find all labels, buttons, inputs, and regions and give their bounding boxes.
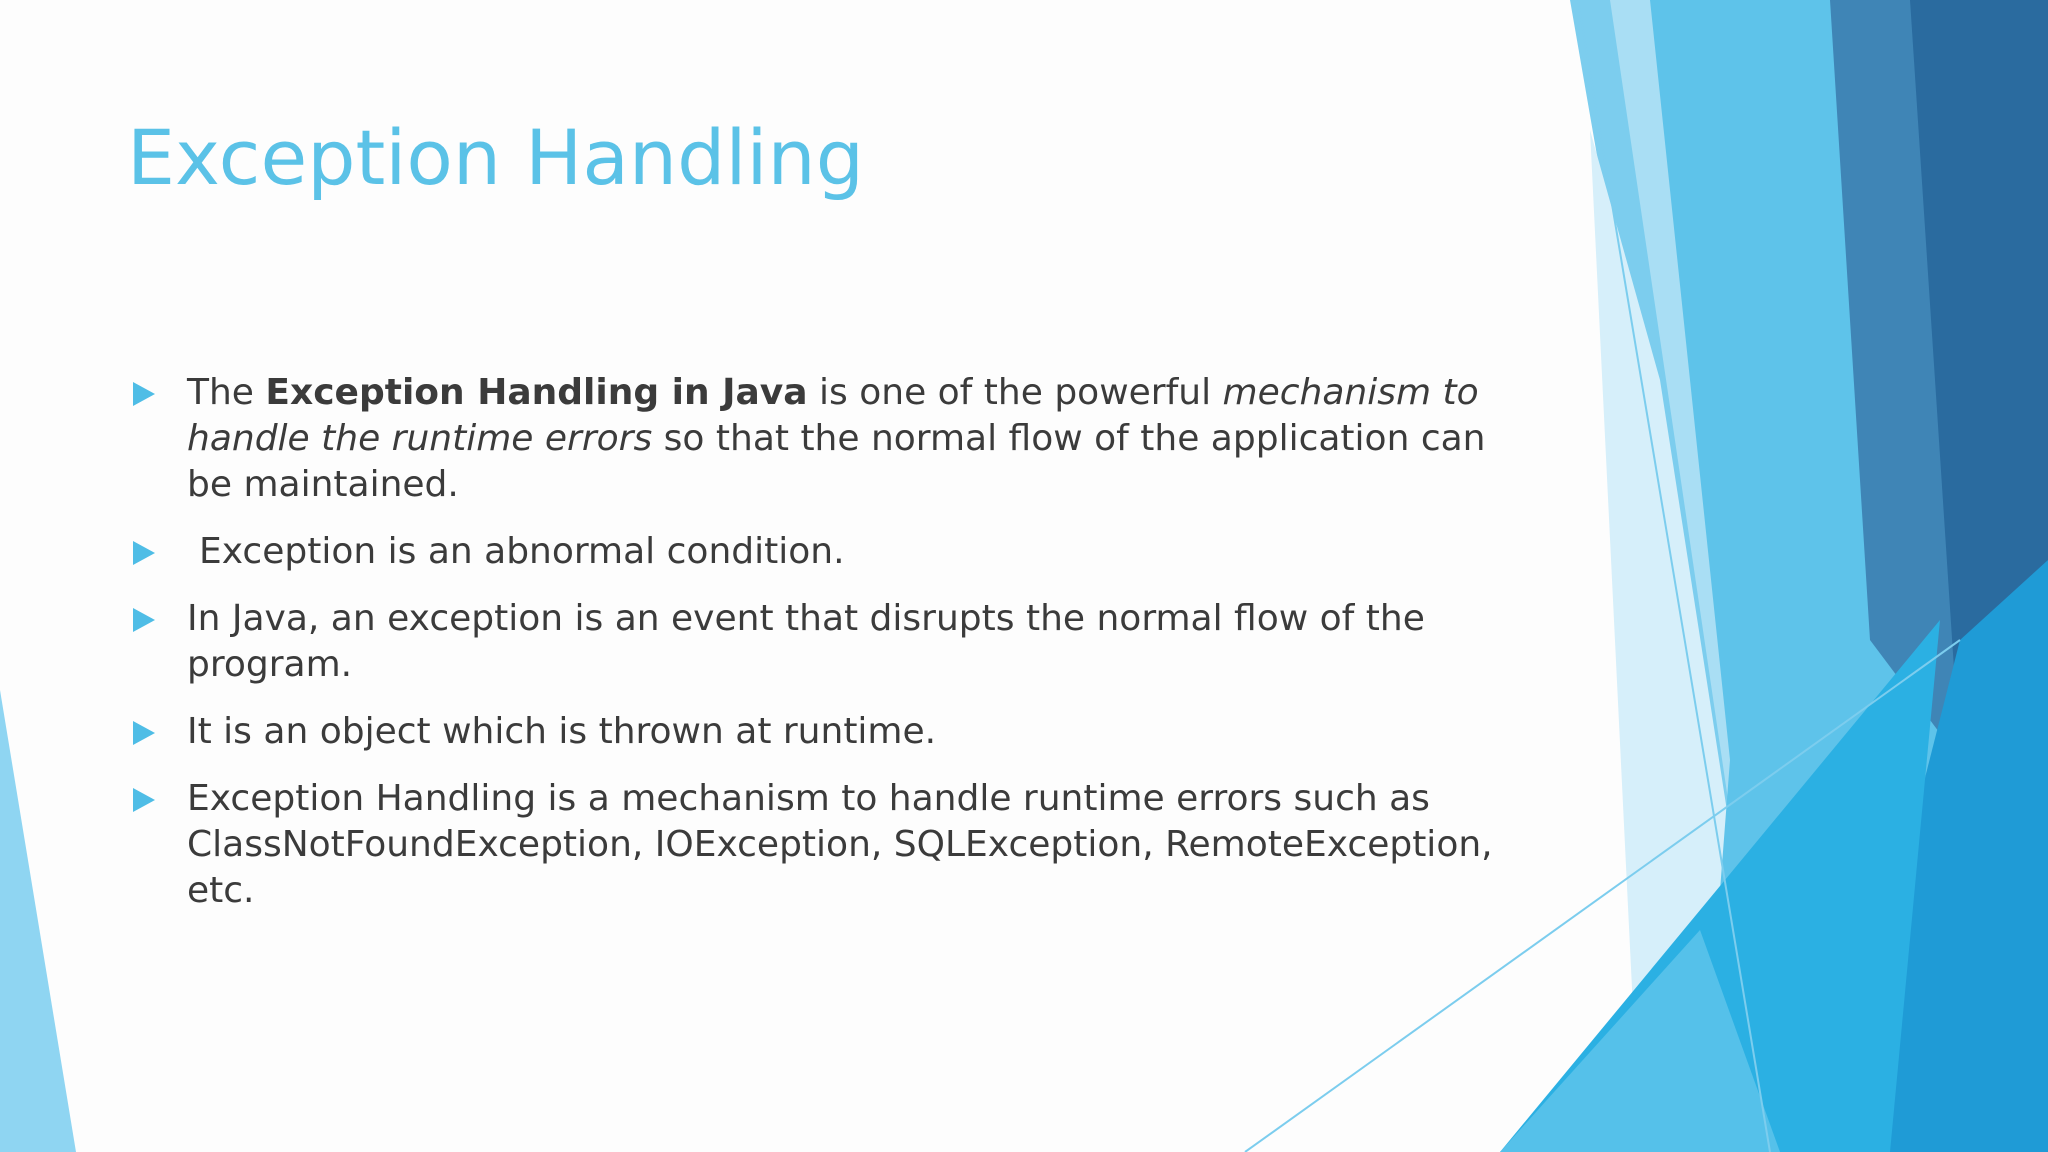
bullet-list	[128, 370, 1528, 935]
right-triangle-bullet-icon	[133, 788, 155, 812]
bullet-text-mid: is one of the powerful	[807, 372, 1223, 413]
right-triangle-bullet-icon	[133, 382, 155, 406]
bullet-item-object	[128, 709, 1528, 755]
right-triangle-bullet-icon	[133, 721, 155, 745]
bullet-text: It is an object which is thrown at runtime.	[187, 711, 937, 752]
bullet-item-abnormal-condition	[128, 529, 1528, 575]
right-triangle-bullet-icon	[133, 541, 155, 565]
bullet-item-event	[128, 596, 1528, 688]
right-triangle-bullet-icon	[133, 608, 155, 632]
bullet-item-mechanism	[128, 776, 1528, 914]
left-edge-shape	[0, 690, 76, 1152]
bullet-text: In Java, an exception is an event that disrupts the normal flow of the program.	[187, 598, 1425, 685]
bullet-text-pre: The	[187, 372, 266, 413]
bullet-item-definition	[128, 370, 1528, 508]
bullet-text: Exception Handling is a mechanism to handle runtime errors such as ClassNotFoundException, IOException, SQLException, RemoteException, etc.	[187, 778, 1493, 911]
bullet-text-post: so that the normal flow of the application can be maintained.	[187, 418, 1486, 505]
bullet-text: Exception is an abnormal condition.	[199, 531, 845, 572]
slide-title: Exception Handling	[127, 113, 864, 202]
bullet-text-italic: mechanism to handle the runtime errors	[187, 372, 1479, 459]
bullet-text-bold: Exception Handling in Java	[265, 372, 808, 413]
